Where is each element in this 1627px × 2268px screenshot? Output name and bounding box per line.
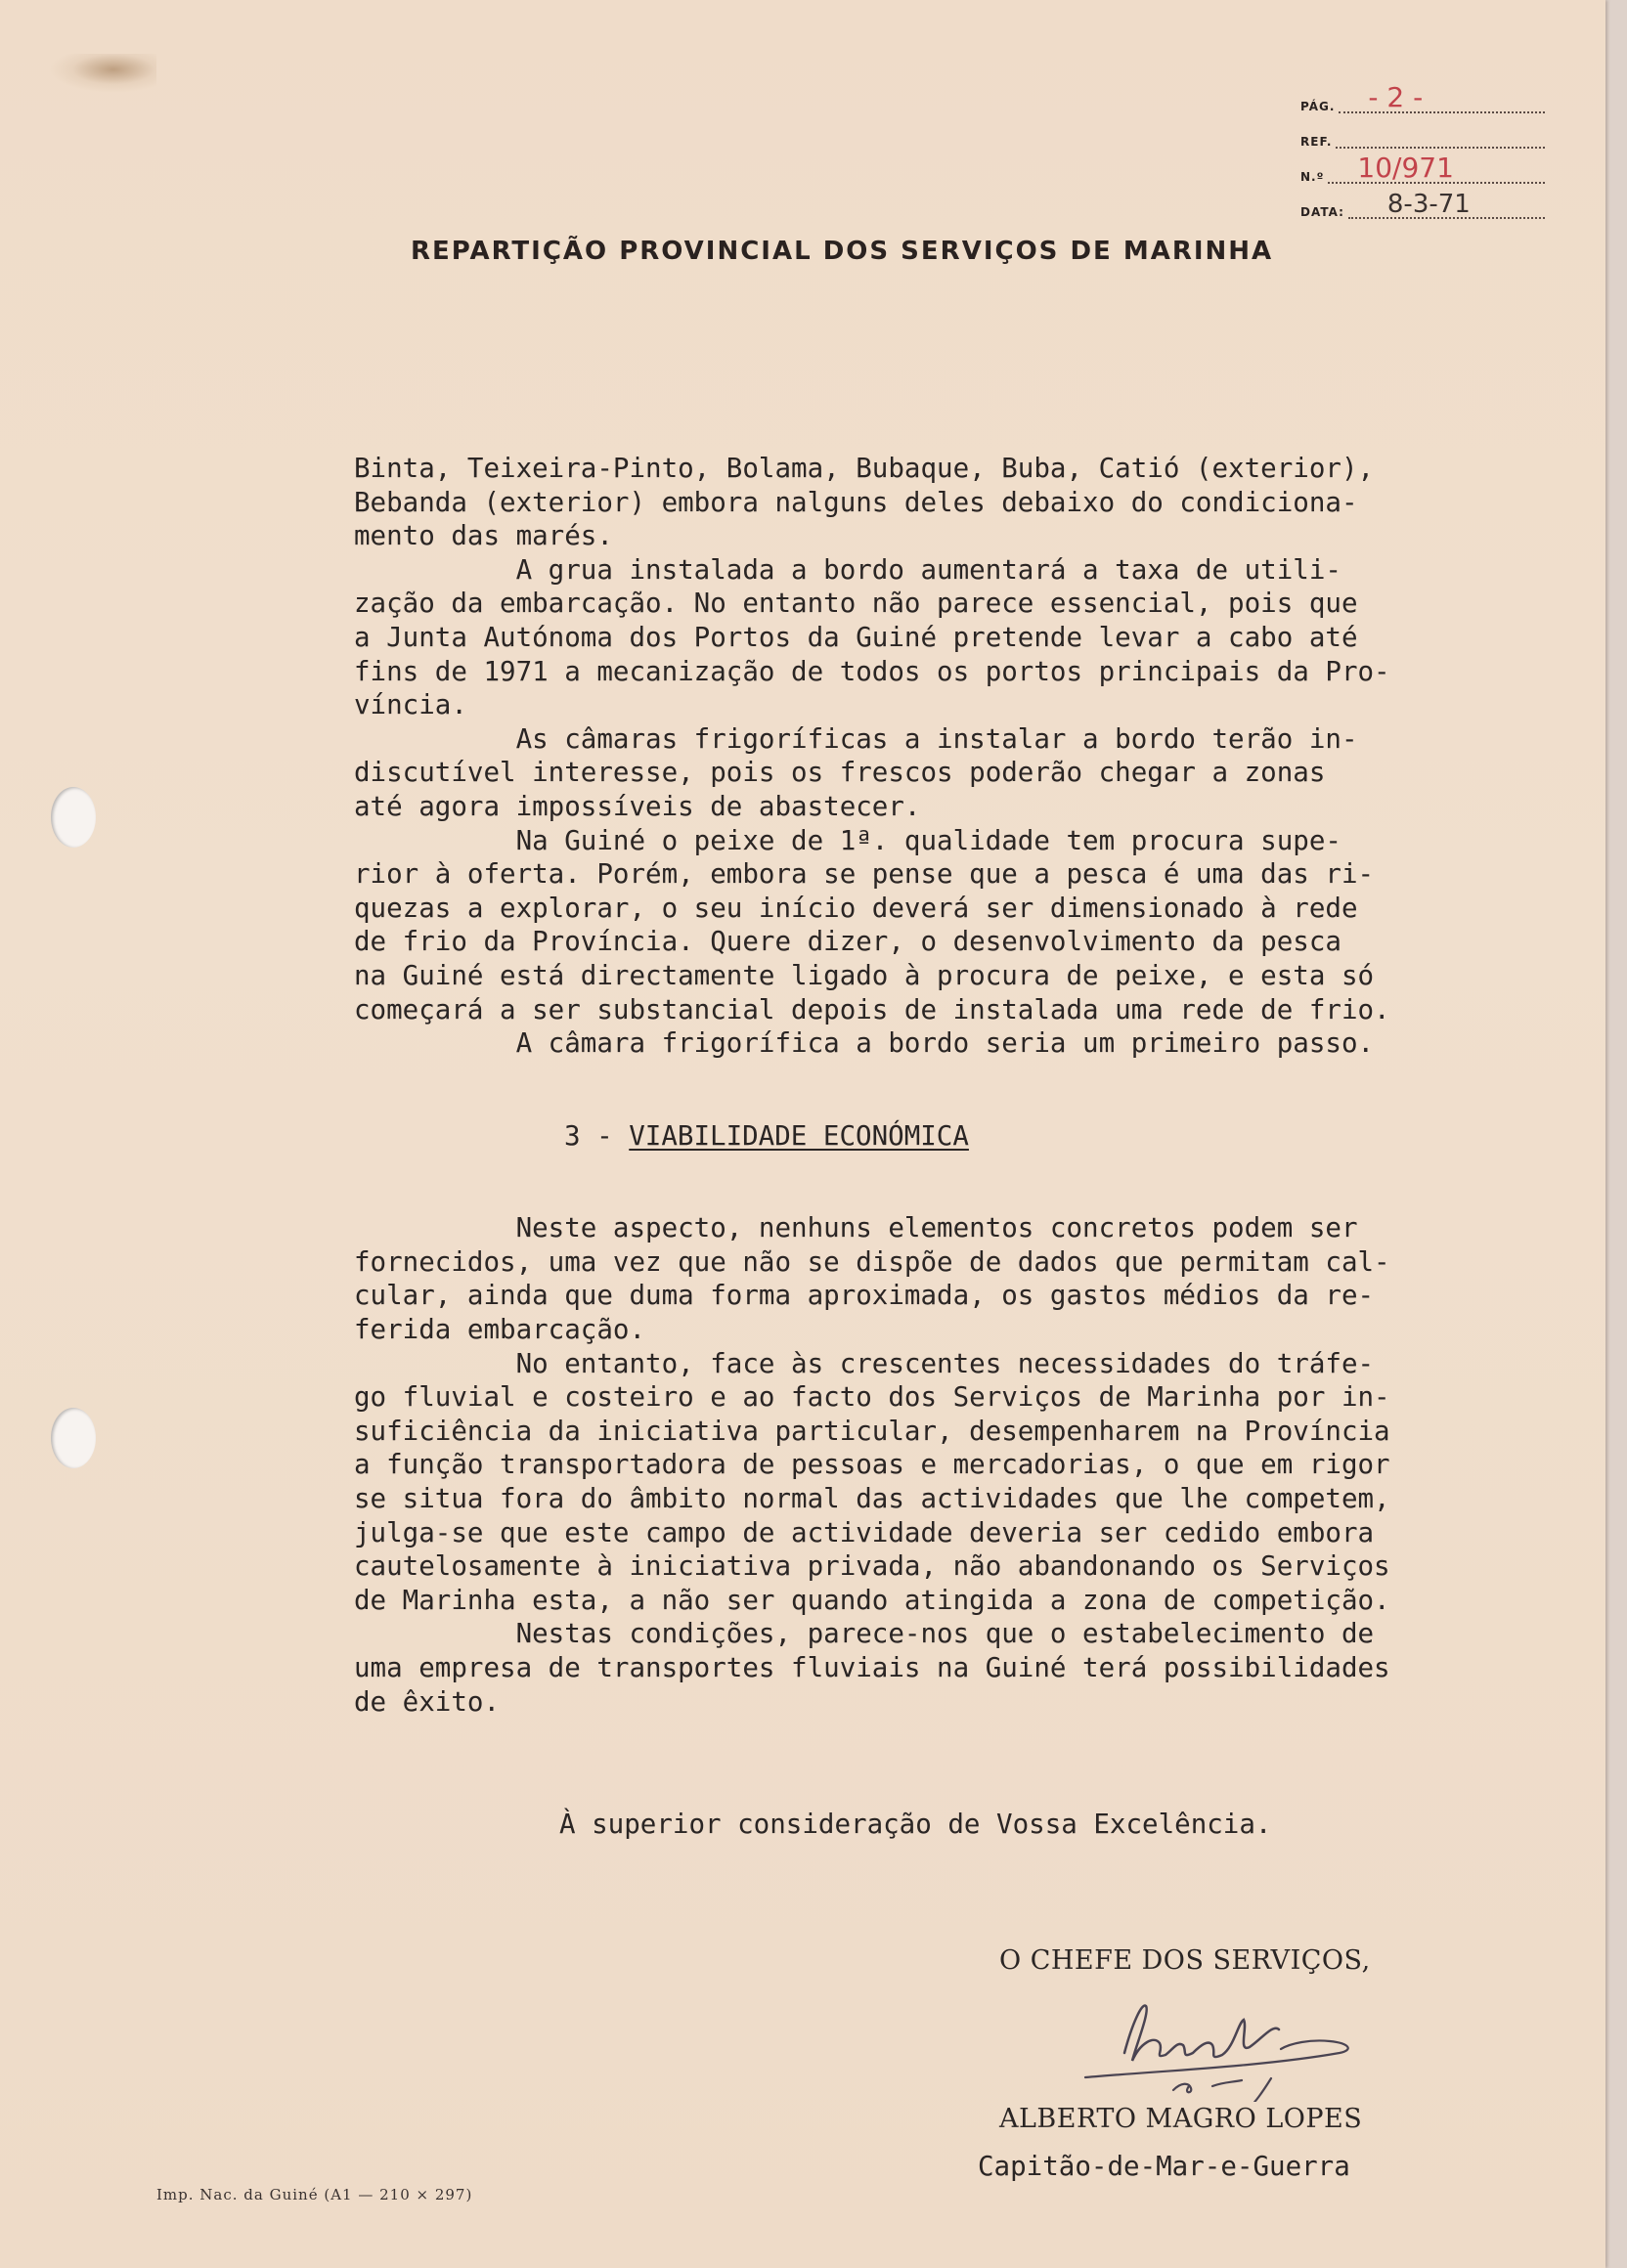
page-value: - 2 - (1368, 81, 1424, 113)
printer-imprint: Imp. Nac. da Guiné (A1 — 210 × 297) (156, 2186, 473, 2203)
text-line: rior à oferta. Porém, embora se pense que a pesca é uma das ri- (354, 858, 1375, 891)
text-line: quezas a explorar, o seu início deverá ser dimensionado à rede (354, 892, 1358, 924)
text-line: discutível interesse, pois os frescos poderão chegar a zonas (354, 757, 1326, 789)
signatory-name: ALBERTO MAGRO LOPES (999, 2104, 1363, 2134)
text-line: ferida embarcação. (354, 1314, 646, 1346)
punch-hole-top (51, 787, 96, 848)
text-line: cautelosamente à iniciativa privada, não abandonando os Serviços (354, 1550, 1390, 1583)
text-line: A câmara frigorífica a bordo seria um primeiro passo. (354, 1027, 1375, 1060)
text-line: cular, ainda que duma forma aproximada, os gastos médios da re- (354, 1280, 1375, 1312)
text-line: na Guiné está directamente ligado à procura de peixe, e esta só (354, 959, 1375, 991)
ref-label: REF. (1300, 135, 1333, 149)
section-heading (354, 1119, 1596, 1154)
text-line: se situa fora do âmbito normal das actividades que lhe competem, (354, 1483, 1390, 1515)
text-line: começará a ser substancial depois de instalada uma rede de frio. (354, 993, 1390, 1025)
text-line: de êxito. (354, 1685, 501, 1718)
closing-line: À superior consideração de Vossa Excelência. (559, 1809, 1272, 1840)
text-line: Nestas condições, parece-nos que o estabelecimento de (354, 1618, 1375, 1650)
text-line: uma empresa de transportes fluviais na Guiné terá possibilidades (354, 1652, 1390, 1683)
page-number-row (1300, 78, 1545, 113)
punch-hole-bottom (51, 1408, 96, 1468)
date-label: DATA: (1300, 205, 1344, 219)
text-line: suficiência da iniciativa particular, desempenharem na Província (354, 1415, 1390, 1447)
text-line: As câmaras frigoríficas a instalar a bordo terão in- (354, 722, 1358, 755)
section-title: VIABILIDADE ECONÓMICA (629, 1119, 969, 1152)
section-number: 3 - (564, 1119, 630, 1152)
text-line: zação da embarcação. No entanto não parece essencial, pois que (354, 588, 1358, 620)
ref-row (1300, 113, 1545, 149)
letter-body (354, 452, 1596, 1719)
letterhead-title: REPARTIÇÃO PROVINCIAL DOS SERVIÇOS DE MARINHA (411, 237, 1274, 266)
number-label: N.º (1300, 170, 1325, 184)
text-line: de frio da Província. Quere dizer, o desenvolvimento da pesca (354, 926, 1341, 958)
text-line: Na Guiné o peixe de 1ª. qualidade tem procura supe- (354, 824, 1341, 856)
text-line: víncia. (354, 689, 467, 721)
page-label: PÁG. (1300, 100, 1336, 113)
text-line: mento das marés. (354, 520, 613, 552)
text-line: fins de 1971 a mecanização de todos os portos principais da Pro- (354, 655, 1390, 687)
text-line: a Junta Autónoma dos Portos da Guiné pretende levar a cabo até (354, 621, 1358, 653)
text-line: Neste aspecto, nenhuns elementos concretos podem ser (354, 1212, 1358, 1244)
handwritten-signature (1017, 1984, 1428, 2102)
text-line: julga-se que este campo de actividade deveria ser cedido embora (354, 1516, 1375, 1548)
text-line: até agora impossíveis de abastecer. (354, 790, 921, 822)
text-line: Bebanda (exterior) embora nalguns deles debaixo do condiciona- (354, 486, 1358, 518)
number-value: 10/971 (1357, 152, 1454, 184)
text-line: No entanto, face às crescentes necessidades do tráfe- (354, 1347, 1375, 1379)
signatory-title: O CHEFE DOS SERVIÇOS, (999, 1945, 1371, 1976)
date-value: 8-3-71 (1386, 190, 1471, 219)
text-line: Binta, Teixeira-Pinto, Bolama, Bubaque, Buba, Catió (exterior), (354, 453, 1375, 484)
signatory-rank: Capitão-de-Mar-e-Guerra (978, 2151, 1350, 2182)
text-line: a função transportadora de pessoas e mercadorias, o que em rigor (354, 1449, 1390, 1481)
text-line: de Marinha esta, a não ser quando atingida a zona de competição. (354, 1584, 1390, 1616)
date-row (1300, 184, 1545, 219)
number-row (1300, 149, 1545, 184)
text-line: go fluvial e costeiro e ao facto dos Serviços de Marinha por in- (354, 1381, 1390, 1414)
reference-block (1300, 78, 1545, 219)
text-line: fornecidos, uma vez que não se dispõe de dados que permitam cal- (354, 1245, 1390, 1278)
text-line: A grua instalada a bordo aumentará a taxa de utili- (354, 553, 1341, 586)
paper-stain (49, 54, 156, 93)
